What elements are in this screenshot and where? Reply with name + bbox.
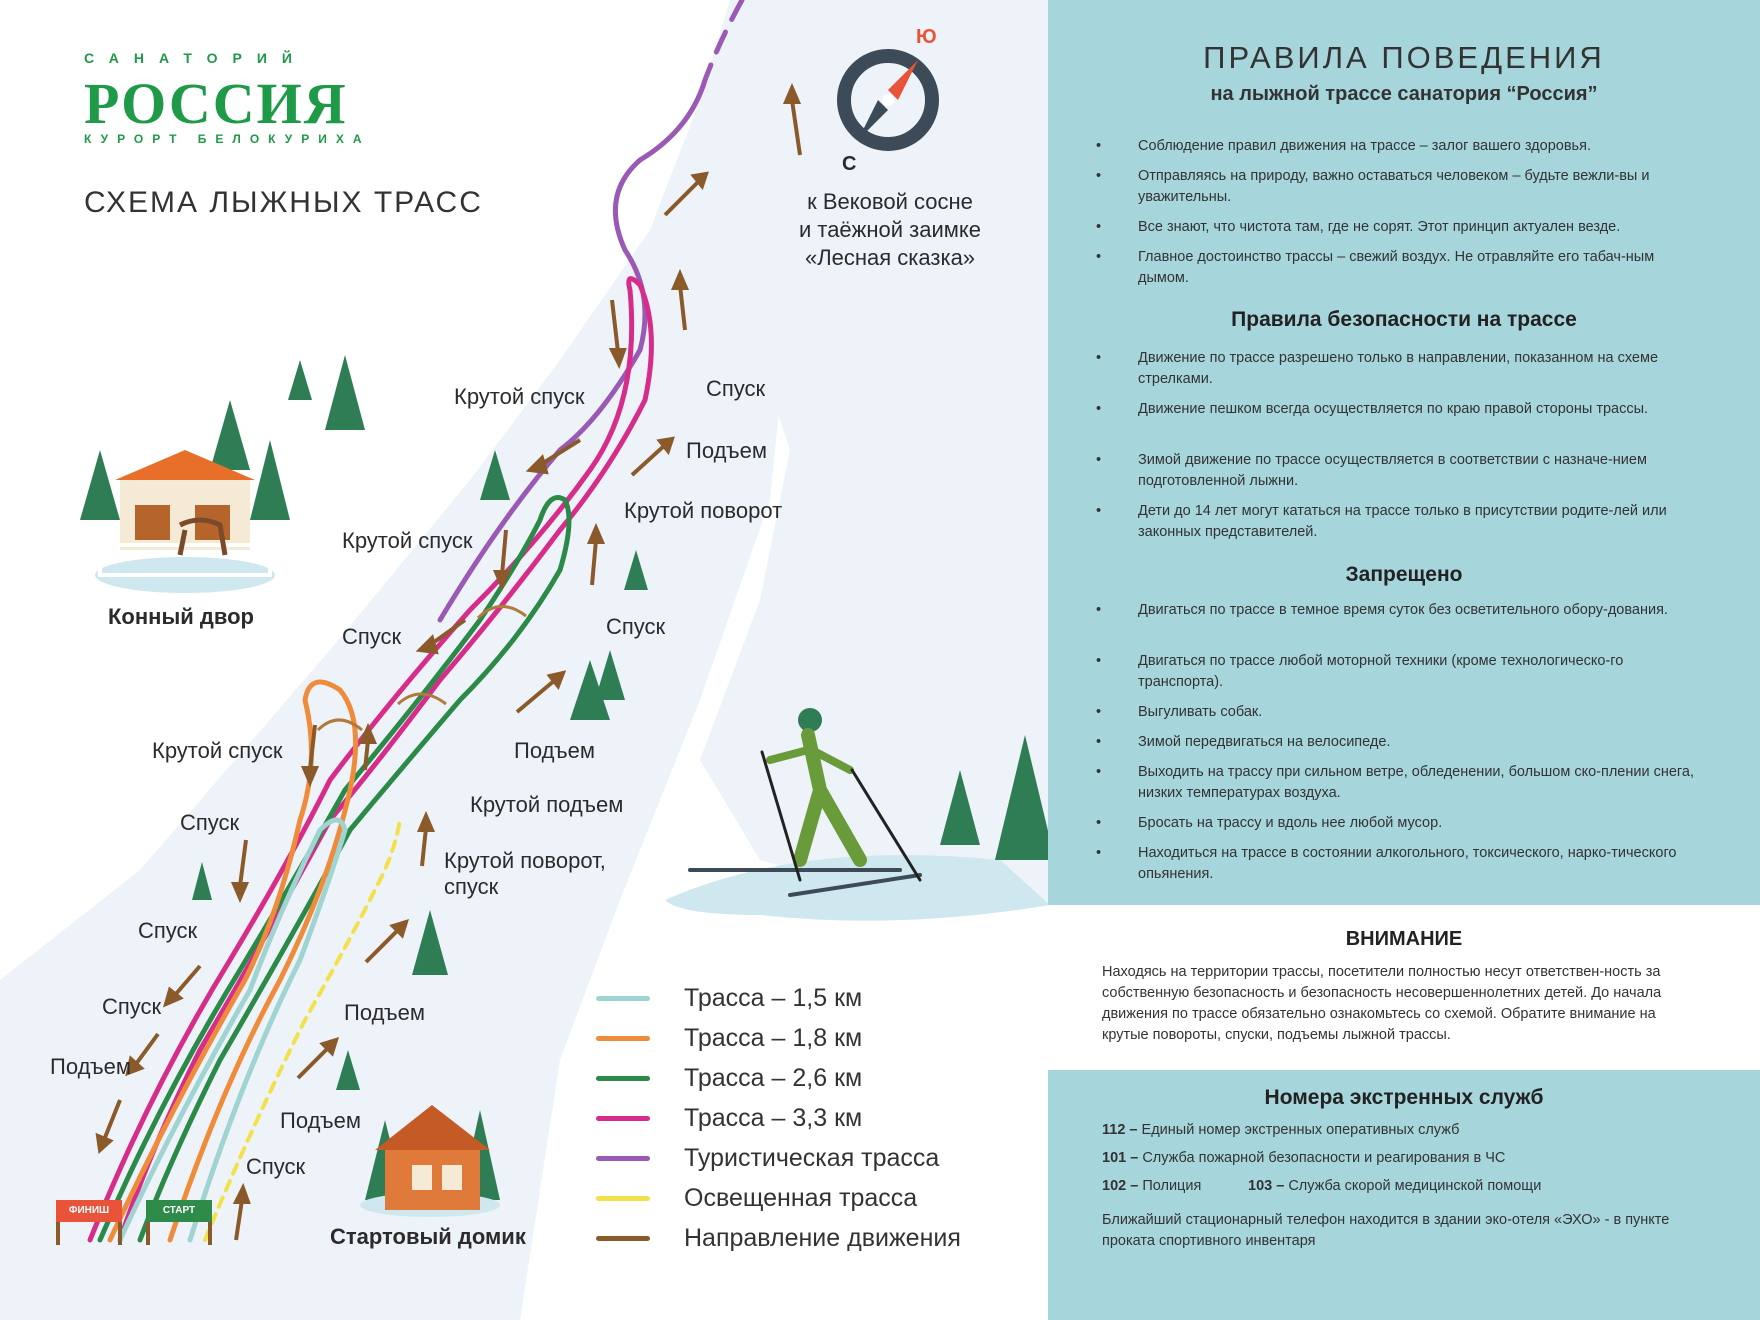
legend-swatch bbox=[596, 1156, 650, 1161]
rule-item: • Все знают, что чистота там, где не сорят. Этот принцип актуален везде. bbox=[1138, 217, 1694, 238]
emergency-row bbox=[1102, 1120, 1459, 1141]
label-descent: Спуск bbox=[102, 994, 162, 1019]
panel-title: ПРАВИЛА ПОВЕДЕНИЯ bbox=[1203, 40, 1605, 75]
forbidden-title: Запрещено bbox=[1345, 563, 1463, 586]
destination-line-2: и таёжной заимке bbox=[798, 217, 982, 242]
legend-label: Туристическая трасса bbox=[684, 1144, 940, 1172]
legend-label: Трасса – 1,8 км bbox=[684, 1024, 863, 1052]
label-ascent: Подъем bbox=[686, 438, 768, 463]
rule-item: • Дети до 14 лет могут кататься на трассе только в присутствии родите-лей или законных представителей. bbox=[1138, 501, 1694, 543]
rule-item: • Выгуливать собак. bbox=[1138, 702, 1694, 723]
compass-south: Ю bbox=[916, 26, 937, 48]
logo-top-text: САНАТОРИЙ bbox=[84, 50, 307, 66]
rule-item: • Движение по трассе разрешено только в направлении, показанном на схеме стрелками. bbox=[1138, 348, 1694, 390]
safety-title: Правила безопасности на трассе bbox=[1231, 308, 1577, 331]
emergency-row bbox=[1102, 1148, 1505, 1169]
legend-swatch bbox=[596, 1116, 650, 1121]
rule-item: • Находиться на трассе в состоянии алкогольного, токсического, нарко-тического опьянения. bbox=[1138, 843, 1694, 885]
attention-title: ВНИМАНИЕ bbox=[1345, 928, 1463, 950]
label-steep-turn: Крутой поворот bbox=[624, 498, 783, 523]
legend-swatch bbox=[596, 1196, 650, 1201]
emergency-service: Единый номер экстренных оперативных служб bbox=[1141, 1122, 1460, 1138]
rule-item: • Выходить на трассу при сильном ветре, обледенении, большом ско-плении снега, низких температурах воздуха. bbox=[1138, 762, 1694, 804]
tree-icon bbox=[210, 400, 250, 470]
label-steep-turn-descent-1: Крутой поворот, bbox=[444, 848, 606, 873]
label-descent: Спуск bbox=[246, 1154, 306, 1179]
legend-swatch bbox=[596, 996, 650, 1001]
horse-yard-illustration bbox=[95, 450, 275, 593]
place-start-house: Стартовый домик bbox=[330, 1224, 526, 1249]
emergency-service: Служба пожарной безопасности и реагирования в ЧС bbox=[1142, 1150, 1506, 1166]
label-steep-turn-descent-2: спуск bbox=[444, 874, 499, 899]
rule-item: • Движение пешком всегда осуществляется по краю правой стороны трассы. bbox=[1138, 399, 1694, 420]
destination-line-3: «Лесная сказка» bbox=[804, 245, 976, 270]
phone-note: Ближайший стационарный телефон находится в здании эко-отеля «ЭХО» - в пункте проката спортивного инвентаря bbox=[1102, 1212, 1670, 1249]
emergency-service: Полиция bbox=[1142, 1178, 1202, 1194]
emergency-number: 112 – bbox=[1102, 1122, 1138, 1138]
emergency-service: Служба скорой медицинской помощи bbox=[1288, 1178, 1542, 1194]
label-ascent: Подъем bbox=[50, 1054, 132, 1079]
rule-item: • Главное достоинство трассы – свежий воздух. Не отравляйте его табач-ным дымом. bbox=[1138, 247, 1694, 289]
label-steep-ascent: Крутой подъем bbox=[470, 792, 624, 817]
legend-label: Освещенная трасса bbox=[684, 1184, 918, 1212]
rule-item: • Бросать на трассу и вдоль нее любой мусор. bbox=[1138, 813, 1694, 834]
rule-item: • Двигаться по трассе в темное время суток без осветительного обору-дования. bbox=[1138, 600, 1694, 621]
rule-item: • Соблюдение правил движения на трассе – залог вашего здоровья. bbox=[1138, 136, 1694, 157]
tree-icon bbox=[250, 440, 290, 520]
finish-sign: ФИНИШ bbox=[56, 1200, 122, 1222]
attention-text: Находясь на территории трассы, посетители полностью несут ответствен-ность за собственную безопасность и безопасность несовершеннолетних детей. До начала движения по трассе обязательно ознакомьтесь со схемой. Обратите внимание на крутые повороты, спуски, подъемы лыжной трассы. bbox=[1102, 964, 1662, 1043]
compass-north: С bbox=[842, 153, 857, 175]
emergency-title: Номера экстренных служб bbox=[1264, 1086, 1544, 1109]
destination-label bbox=[780, 188, 1000, 272]
legend-label: Направление движения bbox=[684, 1224, 961, 1252]
label-steep-descent: Крутой спуск bbox=[454, 384, 585, 409]
legend-swatch bbox=[596, 1076, 650, 1081]
tree-icon bbox=[80, 450, 120, 520]
emergency-number: 103 – bbox=[1248, 1178, 1285, 1194]
rule-item: • Двигаться по трассе любой моторной техники (кроме технологическо-го транспорта). bbox=[1138, 651, 1694, 693]
label-descent: Спуск bbox=[138, 918, 198, 943]
legend-swatch bbox=[596, 1236, 650, 1241]
destination-line-1: к Вековой сосне bbox=[807, 189, 973, 214]
panel-subtitle: на лыжной трассе санатория “Россия” bbox=[1210, 83, 1598, 105]
label-descent: Спуск bbox=[342, 624, 402, 649]
label-ascent: Подъем bbox=[514, 738, 596, 763]
logo-bottom-text: КУРОРТ БЕЛОКУРИХА bbox=[84, 132, 371, 146]
legend-swatch bbox=[596, 1036, 650, 1041]
tree-icon bbox=[325, 355, 365, 430]
label-descent: Спуск bbox=[606, 614, 666, 639]
label-steep-descent: Крутой спуск bbox=[342, 528, 473, 553]
tree-icon bbox=[288, 360, 312, 400]
legend-label: Трасса – 2,6 км bbox=[684, 1064, 863, 1092]
label-steep-descent: Крутой спуск bbox=[152, 738, 283, 763]
rule-item: • Отправляясь на природу, важно оставаться человеком – будьте вежли-вы и уважительны. bbox=[1138, 166, 1694, 208]
label-descent: Спуск bbox=[706, 376, 766, 401]
emergency-number: 102 – bbox=[1102, 1178, 1139, 1194]
logo-name: РОССИЯ bbox=[84, 71, 348, 136]
map-title: СХЕМА ЛЫЖНЫХ ТРАСС bbox=[84, 186, 483, 219]
label-descent: Спуск bbox=[180, 810, 240, 835]
label-ascent: Подъем bbox=[344, 1000, 426, 1025]
legend-label: Трасса – 3,3 км bbox=[684, 1104, 863, 1132]
rule-item: • Зимой движение по трассе осуществляется в соответствии с назначе-нием подготовленной лыжни. bbox=[1138, 450, 1694, 492]
legend-label: Трасса – 1,5 км bbox=[684, 984, 863, 1012]
label-ascent: Подъем bbox=[280, 1108, 362, 1133]
rule-item: • Зимой передвигаться на велосипеде. bbox=[1138, 732, 1694, 753]
emergency-number: 101 – bbox=[1102, 1150, 1139, 1166]
place-horse-yard: Конный двор bbox=[108, 604, 254, 629]
start-sign: СТАРТ bbox=[146, 1200, 212, 1222]
emergency-row bbox=[1248, 1176, 1541, 1197]
emergency-row bbox=[1102, 1176, 1201, 1197]
